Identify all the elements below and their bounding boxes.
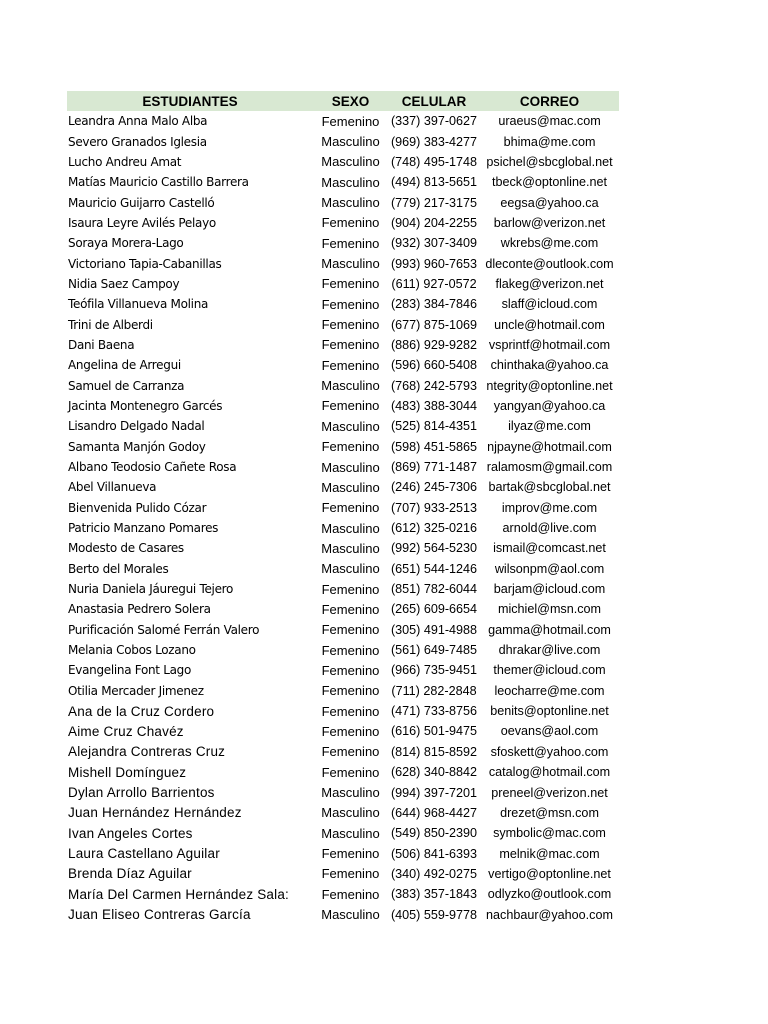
table-row: [67, 701, 619, 721]
cell-phone[interactable]: (405) 559-9778: [390, 907, 478, 922]
cell-sex[interactable]: Femenino: [321, 337, 380, 353]
cell-sex[interactable]: Femenino: [321, 866, 380, 882]
cell-email[interactable]: odlyzko@outlook.com: [487, 887, 612, 902]
students-sheet: [67, 91, 619, 925]
table-row: [67, 742, 619, 762]
cell-student-name[interactable]: Anastasia Pedrero Solera: [68, 602, 211, 617]
cell-email[interactable]: melnik@mac.com: [499, 846, 600, 861]
header-email[interactable]: CORREO: [480, 91, 619, 111]
cell-email[interactable]: dleconte@outlook.com: [485, 256, 614, 271]
table-row: [67, 355, 619, 375]
cell-sex[interactable]: Masculino: [321, 418, 380, 434]
cell-student-name[interactable]: Albano Teodosio Cañete Rosa: [68, 460, 237, 475]
table-row: [67, 437, 619, 457]
table-row: [67, 681, 619, 701]
cell-phone[interactable]: (494) 813-5651: [390, 175, 478, 190]
cell-student-name[interactable]: Jacinta Montenegro Garcés: [68, 398, 223, 413]
table-row: [67, 375, 619, 395]
cell-email[interactable]: uraeus@mac.com: [498, 114, 601, 129]
table-row: [67, 660, 619, 680]
cell-phone[interactable]: (483) 388-3044: [390, 398, 478, 413]
cell-sex[interactable]: Femenino: [321, 886, 380, 902]
cell-sex[interactable]: Femenino: [321, 846, 380, 862]
cell-phone[interactable]: (616) 501-9475: [390, 724, 478, 739]
table-row: [67, 620, 619, 640]
cell-email[interactable]: wilsonpm@aol.com: [494, 561, 605, 576]
cell-student-name[interactable]: Nuria Daniela Jáuregui Tejero: [68, 582, 234, 597]
cell-sex[interactable]: Masculino: [321, 459, 380, 475]
cell-email[interactable]: catalog@hotmail.com: [488, 765, 611, 780]
table-row: [67, 152, 619, 172]
cell-sex[interactable]: Masculino: [321, 540, 380, 556]
cell-sex[interactable]: Femenino: [321, 317, 380, 333]
cell-sex[interactable]: Masculino: [321, 805, 380, 821]
cell-phone[interactable]: (337) 397-0627: [390, 114, 478, 129]
table-row: [67, 274, 619, 294]
cell-sex[interactable]: Femenino: [321, 276, 380, 292]
cell-student-name[interactable]: Aime Cruz Chavéz: [68, 723, 184, 739]
table-row: [67, 538, 619, 558]
cell-student-name[interactable]: Patricio Manzano Pomares: [68, 521, 219, 536]
table-row: [67, 111, 619, 131]
cell-sex[interactable]: Femenino: [321, 357, 380, 373]
cell-sex[interactable]: Masculino: [321, 378, 380, 394]
table-row: [67, 721, 619, 741]
cell-student-name[interactable]: Abel Villanueva: [68, 480, 157, 495]
table-row: [67, 599, 619, 619]
cell-sex[interactable]: Femenino: [321, 744, 380, 760]
table-row: [67, 823, 619, 843]
cell-phone[interactable]: (869) 771-1487: [390, 460, 478, 475]
cell-email[interactable]: chinthaka@yahoo.ca: [490, 358, 609, 373]
table-row: [67, 579, 619, 599]
cell-student-name[interactable]: María Del Carmen Hernández Sala:: [68, 886, 289, 902]
table-row: [67, 477, 619, 497]
cell-sex[interactable]: Masculino: [321, 561, 380, 577]
cell-student-name[interactable]: Otilia Mercader Jimenez: [68, 683, 204, 698]
cell-sex[interactable]: Femenino: [321, 662, 380, 678]
cell-student-name[interactable]: Ana de la Cruz Cordero: [68, 703, 215, 719]
cell-email[interactable]: wkrebs@me.com: [500, 236, 599, 251]
table-row: [67, 253, 619, 273]
cell-sex[interactable]: Femenino: [321, 723, 380, 739]
table-row: [67, 131, 619, 151]
cell-student-name[interactable]: Mishell Domínguez: [68, 764, 187, 780]
table-row: [67, 233, 619, 253]
cell-phone[interactable]: (265) 609-6654: [390, 602, 478, 617]
table-row: [67, 192, 619, 212]
cell-sex[interactable]: Femenino: [321, 581, 380, 597]
cell-email[interactable]: flakeg@verizon.net: [495, 276, 604, 291]
cell-sex[interactable]: Masculino: [321, 907, 380, 923]
cell-phone[interactable]: (711) 282-2848: [391, 683, 477, 698]
cell-phone[interactable]: (283) 384-7846: [390, 297, 478, 312]
table-row: [67, 314, 619, 334]
cell-sex[interactable]: Femenino: [321, 439, 380, 455]
table-row: [67, 782, 619, 802]
cell-student-name[interactable]: Modesto de Casares: [68, 541, 184, 556]
cell-student-name[interactable]: Lisandro Delgado Nadal: [68, 419, 205, 434]
cell-student-name[interactable]: Nidia Saez Campoy: [68, 276, 180, 291]
cell-student-name[interactable]: Berto del Morales: [68, 561, 169, 576]
cell-email[interactable]: barjam@icloud.com: [493, 582, 606, 597]
header-sex[interactable]: SEXO: [313, 91, 388, 111]
cell-email[interactable]: ismail@comcast.net: [493, 541, 606, 556]
cell-student-name[interactable]: Melania Cobos Lozano: [68, 643, 196, 658]
cell-phone[interactable]: (886) 929-9282: [390, 337, 478, 352]
cell-phone[interactable]: (969) 383-4277: [390, 134, 478, 149]
cell-sex[interactable]: Masculino: [321, 520, 380, 536]
cell-phone[interactable]: (994) 397-7201: [390, 785, 478, 800]
cell-email[interactable]: sfoskett@yahoo.com: [490, 744, 609, 759]
cell-email[interactable]: barlow@verizon.net: [493, 215, 606, 230]
cell-sex[interactable]: Masculino: [321, 154, 380, 170]
cell-phone[interactable]: (707) 933-2513: [390, 500, 478, 515]
cell-phone[interactable]: (993) 960-7653: [390, 256, 478, 271]
cell-phone[interactable]: (506) 841-6393: [390, 846, 478, 861]
cell-email[interactable]: gamma@hotmail.com: [488, 622, 611, 637]
cell-student-name[interactable]: Samuel de Carranza: [68, 378, 185, 393]
cell-phone[interactable]: (471) 733-8756: [390, 704, 478, 719]
table-row: [67, 335, 619, 355]
cell-student-name[interactable]: Lucho Andreu Amat: [68, 154, 182, 169]
cell-student-name[interactable]: Ivan Angeles Cortes: [68, 825, 193, 841]
cell-student-name[interactable]: Leandra Anna Malo Alba: [68, 114, 208, 129]
cell-email[interactable]: benits@optonline.net: [490, 704, 609, 719]
cell-sex[interactable]: Masculino: [321, 256, 380, 272]
cell-sex[interactable]: Masculino: [321, 825, 380, 841]
cell-phone[interactable]: (748) 495-1748: [390, 154, 478, 169]
cell-student-name[interactable]: Severo Granados Iglesia: [68, 134, 207, 149]
table-row: [67, 172, 619, 192]
cell-email[interactable]: preneel@verizon.net: [491, 785, 608, 800]
cell-student-name[interactable]: Dani Baena: [68, 337, 135, 352]
cell-email[interactable]: tbeck@optonline.net: [491, 175, 607, 190]
cell-sex[interactable]: Femenino: [321, 683, 380, 699]
table-row: [67, 843, 619, 863]
cell-phone[interactable]: (561) 649-7485: [390, 643, 478, 658]
cell-sex[interactable]: Masculino: [321, 785, 380, 801]
table-row: [67, 518, 619, 538]
cell-email[interactable]: dhrakar@live.com: [498, 643, 601, 658]
cell-student-name[interactable]: Matías Mauricio Castillo Barrera: [68, 175, 249, 190]
cell-email[interactable]: vsprintf@hotmail.com: [488, 337, 611, 352]
cell-email[interactable]: eegsa@yahoo.ca: [500, 195, 599, 210]
cell-sex[interactable]: Femenino: [321, 398, 380, 414]
cell-student-name[interactable]: Samanta Manjón Godoy: [68, 439, 206, 454]
cell-student-name[interactable]: Juan Hernández Hernández: [68, 805, 242, 821]
cell-sex[interactable]: Femenino: [321, 622, 380, 638]
cell-student-name[interactable]: Alejandra Contreras Cruz: [68, 744, 226, 760]
cell-phone[interactable]: (992) 564-5230: [390, 541, 478, 556]
table-row: [67, 457, 619, 477]
cell-student-name[interactable]: Juan Eliseo Contreras García: [68, 907, 251, 923]
cell-email[interactable]: vertigo@optonline.net: [488, 866, 611, 881]
cell-student-name[interactable]: Evangelina Font Lago: [68, 663, 192, 678]
cell-sex[interactable]: Masculino: [321, 195, 380, 211]
table-row: [67, 498, 619, 518]
cell-phone[interactable]: (932) 307-3409: [390, 236, 478, 251]
cell-student-name[interactable]: Bienvenida Pulido Cózar: [68, 500, 207, 515]
header-row: [67, 91, 619, 111]
table-row: [67, 416, 619, 436]
cell-email[interactable]: ntegrity@optonline.net: [486, 378, 613, 393]
table-row: [67, 294, 619, 314]
cell-email[interactable]: ilyaz@me.com: [508, 419, 591, 434]
cell-email[interactable]: psichel@sbcglobal.net: [486, 154, 613, 169]
cell-email[interactable]: njpayne@hotmail.com: [487, 439, 612, 454]
cell-phone[interactable]: (966) 735-9451: [390, 663, 478, 678]
cell-sex[interactable]: Femenino: [321, 235, 380, 251]
cell-email[interactable]: yangyan@yahoo.ca: [493, 398, 606, 413]
cell-phone[interactable]: (904) 204-2255: [390, 215, 478, 230]
cell-email[interactable]: michiel@msn.com: [497, 602, 602, 617]
cell-email[interactable]: drezet@msn.com: [500, 805, 599, 820]
cell-sex[interactable]: Masculino: [321, 134, 380, 150]
cell-phone[interactable]: (651) 544-1246: [390, 561, 478, 576]
cell-student-name[interactable]: Dylan Arrollo Barrientos: [68, 785, 215, 801]
cell-phone[interactable]: (525) 814-4351: [390, 419, 478, 434]
cell-sex[interactable]: Femenino: [321, 703, 380, 719]
cell-phone[interactable]: (612) 325-0216: [390, 521, 478, 536]
cell-sex[interactable]: Femenino: [321, 642, 380, 658]
cell-student-name[interactable]: Brenda Díaz Aguilar: [68, 866, 192, 882]
cell-email[interactable]: themer@icloud.com: [493, 663, 606, 678]
cell-email[interactable]: leocharre@me.com: [494, 683, 605, 698]
cell-sex[interactable]: Femenino: [321, 215, 380, 231]
cell-sex[interactable]: Femenino: [321, 296, 380, 312]
cell-sex[interactable]: Femenino: [321, 601, 380, 617]
header-phone[interactable]: CELULAR: [388, 91, 480, 111]
cell-phone[interactable]: (598) 451-5865: [390, 439, 478, 454]
cell-sex[interactable]: Femenino: [321, 764, 380, 780]
cell-student-name[interactable]: Laura Castellano Aguilar: [68, 846, 220, 862]
cell-email[interactable]: slaff@icloud.com: [501, 297, 598, 312]
cell-student-name[interactable]: Teófila Villanueva Molina: [68, 297, 209, 312]
table-body: [67, 111, 619, 925]
students-table: [67, 91, 619, 925]
cell-phone[interactable]: (677) 875-1069: [390, 317, 478, 332]
cell-email[interactable]: nachbaur@yahoo.com: [486, 907, 613, 922]
cell-phone[interactable]: (246) 245-7306: [390, 480, 478, 495]
cell-phone[interactable]: (383) 357-1843: [390, 887, 478, 902]
cell-student-name[interactable]: Purificación Salomé Ferrán Valero: [68, 622, 260, 637]
cell-student-name[interactable]: Mauricio Guijarro Castelló: [68, 195, 215, 210]
cell-phone[interactable]: (549) 850-2390: [390, 826, 478, 841]
cell-phone[interactable]: (779) 217-3175: [390, 195, 478, 210]
cell-student-name[interactable]: Victoriano Tapia-Cabanillas: [68, 256, 222, 271]
table-row: [67, 213, 619, 233]
cell-phone[interactable]: (644) 968-4427: [390, 805, 478, 820]
cell-email[interactable]: ralamosm@gmail.com: [486, 460, 613, 475]
cell-phone[interactable]: (305) 491-4988: [390, 622, 478, 637]
cell-email[interactable]: improv@me.com: [501, 500, 598, 515]
cell-student-name[interactable]: Isaura Leyre Avilés Pelayo: [68, 215, 216, 230]
cell-phone[interactable]: (851) 782-6044: [390, 582, 478, 597]
cell-email[interactable]: bartak@sbcglobal.net: [488, 480, 611, 495]
table-row: [67, 396, 619, 416]
cell-phone[interactable]: (596) 660-5408: [390, 358, 478, 373]
table-row: [67, 884, 619, 904]
cell-student-name[interactable]: Angelina de Arregui: [68, 358, 181, 373]
cell-email[interactable]: arnold@live.com: [502, 521, 597, 536]
cell-student-name[interactable]: Trini de Alberdi: [68, 317, 153, 332]
cell-phone[interactable]: (611) 927-0572: [391, 276, 477, 291]
cell-phone[interactable]: (628) 340-8842: [390, 765, 478, 780]
cell-sex[interactable]: Femenino: [321, 113, 380, 129]
table-row: [67, 559, 619, 579]
cell-student-name[interactable]: Soraya Morera-Lago: [68, 236, 184, 251]
cell-phone[interactable]: (814) 815-8592: [390, 744, 478, 759]
table-row: [67, 864, 619, 884]
cell-email[interactable]: bhima@me.com: [503, 134, 596, 149]
table-row: [67, 803, 619, 823]
cell-sex[interactable]: Femenino: [321, 500, 380, 516]
cell-sex[interactable]: Masculino: [321, 479, 380, 495]
cell-phone[interactable]: (768) 242-5793: [390, 378, 478, 393]
cell-email[interactable]: uncle@hotmail.com: [494, 317, 605, 332]
cell-phone[interactable]: (340) 492-0275: [390, 866, 478, 881]
table-row: [67, 762, 619, 782]
cell-sex[interactable]: Masculino: [321, 174, 380, 190]
cell-email[interactable]: oevans@aol.com: [500, 724, 599, 739]
header-students[interactable]: ESTUDIANTES: [67, 91, 313, 111]
table-row: [67, 904, 619, 924]
cell-email[interactable]: symbolic@mac.com: [493, 826, 606, 841]
table-row: [67, 640, 619, 660]
